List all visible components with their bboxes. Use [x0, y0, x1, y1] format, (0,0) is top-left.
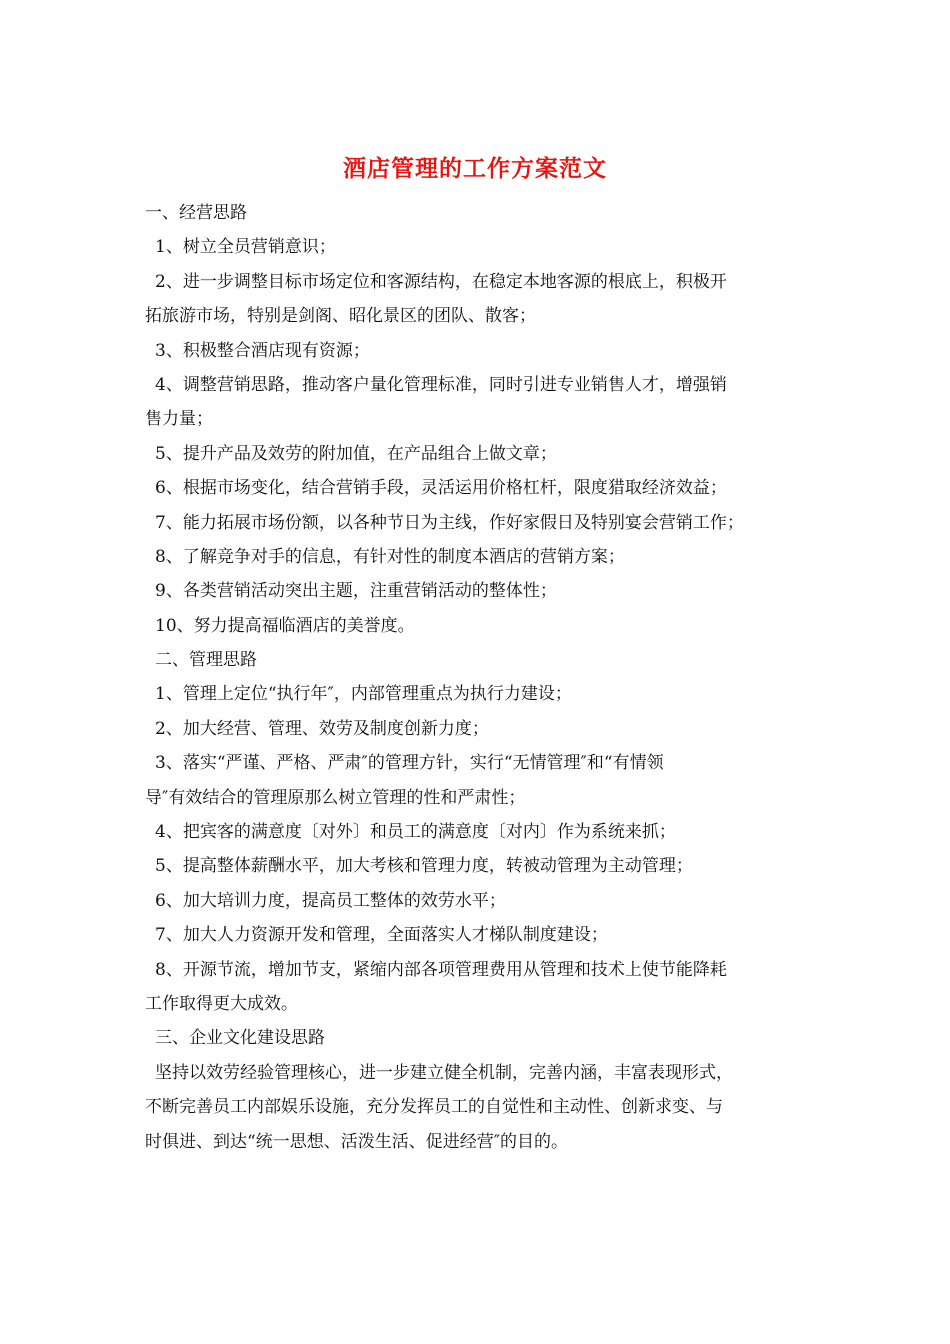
paragraph-line: 工作取得更大成效。: [145, 993, 298, 1014]
paragraph-line: 3、积极整合酒店现有资源；: [155, 340, 370, 361]
paragraph-line: 6、加大培训力度，提高员工整体的效劳水平；: [155, 890, 506, 911]
paragraph-line: 时俱进、到达“统一思想、活泼生活、促进经营″的目的。: [145, 1131, 569, 1152]
paragraph-line: 10、努力提高福临酒店的美誉度。: [155, 615, 415, 636]
paragraph-line: 2、进一步调整目标市场定位和客源结构，在稳定本地客源的根底上，积极开: [155, 271, 727, 292]
paragraph-line: 不断完善员工内部娱乐设施，充分发挥员工的自觉性和主动性、创新求变、与: [145, 1097, 723, 1118]
paragraph-line: 3、落实“严谨、严格、严肃″的管理方针，实行“无情管理″和“有情领: [155, 753, 664, 774]
paragraph-line: 8、开源节流，增加节支，紧缩内部各项管理费用从管理和技术上使节能降耗: [155, 959, 727, 980]
paragraph-line: 坚持以效劳经验管理核心，进一步建立健全机制，完善内涵，丰富表现形式，: [155, 1062, 733, 1083]
paragraph-line: 6、根据市场变化，结合营销手段，灵活运用价格杠杆，限度猎取经济效益；: [155, 478, 727, 499]
paragraph-line: 售力量；: [145, 409, 213, 430]
paragraph-line: 9、各类营销活动突出主题，注重营销活动的整体性；: [155, 581, 557, 602]
section-heading: 二、管理思路: [155, 650, 257, 671]
paragraph-line: 4、调整营销思路，推动客户量化管理标准，同时引进专业销售人才，增强销: [155, 374, 727, 395]
paragraph-line: 拓旅游市场，特别是剑阁、昭化景区的团队、散客；: [145, 306, 536, 327]
paragraph-line: 1、树立全员营销意识；: [155, 237, 336, 258]
paragraph-line: 5、提升产品及效劳的附加值，在产品组合上做文章；: [155, 443, 557, 464]
paragraph-line: 5、提高整体薪酬水平，加大考核和管理力度，转被动管理为主动管理；: [155, 856, 693, 877]
paragraph-line: 4、把宾客的满意度〔对外〕和员工的满意度〔对内〕作为系统来抓；: [155, 822, 676, 843]
paragraph-line: 1、管理上定位“执行年″，内部管理重点为执行力建设；: [155, 684, 572, 705]
section-heading: 三、企业文化建设思路: [155, 1028, 325, 1049]
section-heading: 一、经营思路: [145, 203, 247, 223]
document-body: [145, 196, 810, 1159]
paragraph-line: 7、加大人力资源开发和管理，全面落实人才梯队制度建设；: [155, 925, 608, 946]
paragraph-line: 导″有效结合的管理原那么树立管理的性和严肃性；: [145, 787, 526, 808]
paragraph-line: 2、加大经营、管理、效劳及制度创新力度；: [155, 718, 489, 739]
paragraph-line: 8、了解竞争对手的信息，有针对性的制度本酒店的营销方案；: [155, 546, 625, 567]
paragraph-line: 7、能力拓展市场份额，以各种节日为主线，作好家假日及特别宴会营销工作；: [155, 512, 744, 533]
document-title: 酒店管理的工作方案范文: [343, 155, 607, 182]
